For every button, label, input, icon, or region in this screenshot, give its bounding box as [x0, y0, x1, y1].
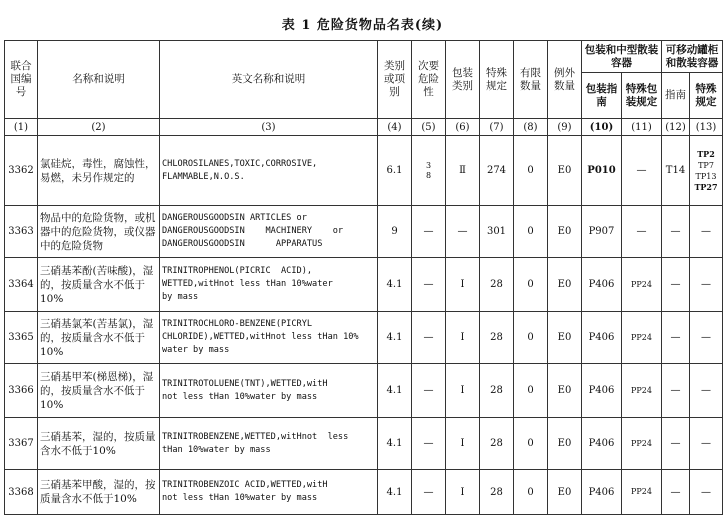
limited-qty-cell: 0 — [514, 470, 548, 515]
colnum: (9) — [548, 119, 582, 136]
colnum: (2) — [38, 119, 160, 136]
packing-group-cell: Ⅱ — [446, 136, 480, 206]
tank-special-code: TP13 — [695, 171, 717, 181]
limited-qty-cell: 0 — [514, 418, 548, 470]
tank-special-code: TP27 — [694, 181, 718, 192]
tank-special-code: — — [701, 438, 711, 449]
tank-instr-cell: — — [662, 470, 690, 515]
table-row — [5, 206, 723, 258]
colnum: (10) — [582, 119, 622, 136]
limited-qty-cell: 0 — [514, 136, 548, 206]
tank-special-code: TP2 — [697, 148, 715, 159]
name-en-cell: TRINITROBENZENE,WETTED,witHnot less tHan 10%water by mass — [160, 418, 378, 470]
class-cell: 6.1 — [378, 136, 412, 206]
tank-instr-cell: — — [662, 418, 690, 470]
limited-qty-cell: 0 — [514, 258, 548, 312]
tank-special-code: TP7 — [698, 160, 714, 170]
tank-special-cell — [690, 136, 723, 206]
un-no-cell: 3362 — [5, 136, 38, 206]
table-row — [5, 364, 723, 418]
table-row — [5, 470, 723, 515]
name-cn-cell: 氯硅烷，毒性，腐蚀性，易燃，未另作规定的 — [38, 136, 160, 206]
special-provisions-cell: 28 — [480, 258, 514, 312]
subsidiary-cell: 3 8 — [412, 136, 446, 206]
colnum: (3) — [160, 119, 378, 136]
excepted-qty-cell: E0 — [548, 258, 582, 312]
colnum: (5) — [412, 119, 446, 136]
header-limited-qty: 有限数量 — [514, 41, 548, 119]
limited-qty-cell: 0 — [514, 312, 548, 364]
tank-special-cell — [690, 470, 723, 515]
tank-special-code: — — [701, 332, 711, 343]
colnum: (11) — [622, 119, 662, 136]
special-packing-cell: PP24 — [622, 364, 662, 418]
excepted-qty-cell: E0 — [548, 470, 582, 515]
tank-instr-cell: — — [662, 206, 690, 258]
class-cell: 9 — [378, 206, 412, 258]
tank-special-cell — [690, 258, 723, 312]
header-tank-instr: 指南 — [662, 73, 690, 119]
special-provisions-cell: 28 — [480, 312, 514, 364]
dangerous-goods-table — [4, 40, 723, 515]
un-no-cell: 3363 — [5, 206, 38, 258]
excepted-qty-cell: E0 — [548, 136, 582, 206]
tank-instr-cell: — — [662, 312, 690, 364]
class-cell: 4.1 — [378, 312, 412, 364]
header-excepted-qty: 例外数量 — [548, 41, 582, 119]
table-row — [5, 418, 723, 470]
tank-instr-cell: — — [662, 364, 690, 418]
header-packaging-instr: 包装指南 — [582, 73, 622, 119]
special-packing-cell: — — [622, 136, 662, 206]
tank-special-cell — [690, 312, 723, 364]
tank-special-cell — [690, 418, 723, 470]
excepted-qty-cell: E0 — [548, 364, 582, 418]
limited-qty-cell: 0 — [514, 364, 548, 418]
subsidiary-cell: — — [412, 418, 446, 470]
special-provisions-cell: 28 — [480, 418, 514, 470]
packaging-instr-cell: P406 — [582, 418, 622, 470]
packaging-instr-cell: P406 — [582, 258, 622, 312]
colnum: (12) — [662, 119, 690, 136]
packing-group-cell: I — [446, 470, 480, 515]
name-en-cell: DANGEROUSGOODSIN ARTICLES or DANGEROUSGOODSIN MACHINERY or DANGEROUSGOODSIN APPARATUS — [160, 206, 378, 258]
header-packing-group: 包装类别 — [446, 41, 480, 119]
class-cell: 4.1 — [378, 258, 412, 312]
un-no-cell: 3365 — [5, 312, 38, 364]
special-packing-cell: PP24 — [622, 418, 662, 470]
colnum: (4) — [378, 119, 412, 136]
name-cn-cell: 物品中的危险货物，或机器中的危险货物，或仪器中的危险货物 — [38, 206, 160, 258]
tank-special-code: — — [701, 226, 711, 237]
packing-group-cell: I — [446, 258, 480, 312]
name-cn-cell: 三硝基甲苯(梯恩梯)，湿的，按质量含水不低于10% — [38, 364, 160, 418]
limited-qty-cell: 0 — [514, 206, 548, 258]
excepted-qty-cell: E0 — [548, 418, 582, 470]
subsidiary-cell: — — [412, 206, 446, 258]
tank-instr-cell: — — [662, 258, 690, 312]
name-en-cell: TRINITROBENZOIC ACID,WETTED,witH not less tHan 10%water by mass — [160, 470, 378, 515]
name-en-cell: CHLOROSILANES,TOXIC,CORROSIVE, FLAMMABLE,N.O.S. — [160, 136, 378, 206]
header-name-cn: 名称和说明 — [38, 41, 160, 119]
tank-special-code: — — [701, 486, 711, 498]
name-cn-cell: 三硝基苯酚(苦味酸)，湿的，按质量含水不低于10% — [38, 258, 160, 312]
class-cell: 4.1 — [378, 418, 412, 470]
name-en-cell: TRINITROCHLORO-BENZENE(PICRYL CHLORIDE),WETTED,witHnot less tHan 10% water by mass — [160, 312, 378, 364]
special-provisions-cell: 301 — [480, 206, 514, 258]
tank-instr-cell: T14 — [662, 136, 690, 206]
special-packing-cell: — — [622, 206, 662, 258]
subsidiary-cell: — — [412, 364, 446, 418]
tank-special-cell — [690, 364, 723, 418]
header-un-no: 联合国编号 — [5, 41, 38, 119]
un-no-cell: 3368 — [5, 470, 38, 515]
packaging-instr-cell: P907 — [582, 206, 622, 258]
colnum: (8) — [514, 119, 548, 136]
packaging-instr-cell: P406 — [582, 470, 622, 515]
colnum: (7) — [480, 119, 514, 136]
packaging-instr-cell: P406 — [582, 364, 622, 418]
special-packing-cell: PP24 — [622, 470, 662, 515]
packing-group-cell: — — [446, 206, 480, 258]
colnum: (13) — [690, 119, 723, 136]
table-title: 表 1 危险货物品名表(续) — [281, 18, 444, 33]
class-cell: 4.1 — [378, 364, 412, 418]
tank-special-code: — — [701, 385, 711, 396]
header-special-packing: 特殊包装规定 — [622, 73, 662, 119]
table-row — [5, 258, 723, 312]
packing-group-cell: I — [446, 364, 480, 418]
name-en-cell: TRINITROPHENOL(PICRIC ACID), WETTED,witHnot less tHan 10%water by mass — [160, 258, 378, 312]
header-tank-special: 特殊规定 — [690, 73, 723, 119]
tank-special-cell — [690, 206, 723, 258]
name-cn-cell: 三硝基苯甲酸，湿的，按质量含水不低于10% — [38, 470, 160, 515]
excepted-qty-cell: E0 — [548, 312, 582, 364]
header-tank-group: 可移动罐柜和散装容器 — [662, 41, 723, 73]
header-subsidiary: 次要危险性 — [412, 41, 446, 119]
table-row — [5, 312, 723, 364]
subsidiary-cell: — — [412, 312, 446, 364]
name-en-cell: TRINITROTOLUENE(TNT),WETTED,witH not less tHan 10%water by mass — [160, 364, 378, 418]
name-cn-cell: 三硝基苯，湿的，按质量含水不低于10% — [38, 418, 160, 470]
subsidiary-cell: — — [412, 470, 446, 515]
packaging-instr-cell: P406 — [582, 312, 622, 364]
packaging-instr-cell: P010 — [582, 136, 622, 206]
header-special-provisions: 特殊规定 — [480, 41, 514, 119]
name-cn-cell: 三硝基氯苯(苦基氯)，湿的，按质量含水不低于10% — [38, 312, 160, 364]
excepted-qty-cell: E0 — [548, 206, 582, 258]
un-no-cell: 3366 — [5, 364, 38, 418]
class-cell: 4.1 — [378, 470, 412, 515]
special-provisions-cell: 28 — [480, 470, 514, 515]
colnum: (1) — [5, 119, 38, 136]
special-packing-cell: PP24 — [622, 312, 662, 364]
tank-special-code: — — [701, 279, 711, 290]
subsidiary-cell: — — [412, 258, 446, 312]
un-no-cell: 3367 — [5, 418, 38, 470]
special-provisions-cell: 28 — [480, 364, 514, 418]
un-no-cell: 3364 — [5, 258, 38, 312]
packing-group-cell: I — [446, 418, 480, 470]
table-row — [5, 136, 723, 206]
header-class: 类别或项别 — [378, 41, 412, 119]
special-provisions-cell: 274 — [480, 136, 514, 206]
special-packing-cell: PP24 — [622, 258, 662, 312]
colnum: (6) — [446, 119, 480, 136]
header-packaging-group: 包装和中型散装容器 — [582, 41, 662, 73]
header-name-en: 英文名称和说明 — [160, 41, 378, 119]
packing-group-cell: I — [446, 312, 480, 364]
